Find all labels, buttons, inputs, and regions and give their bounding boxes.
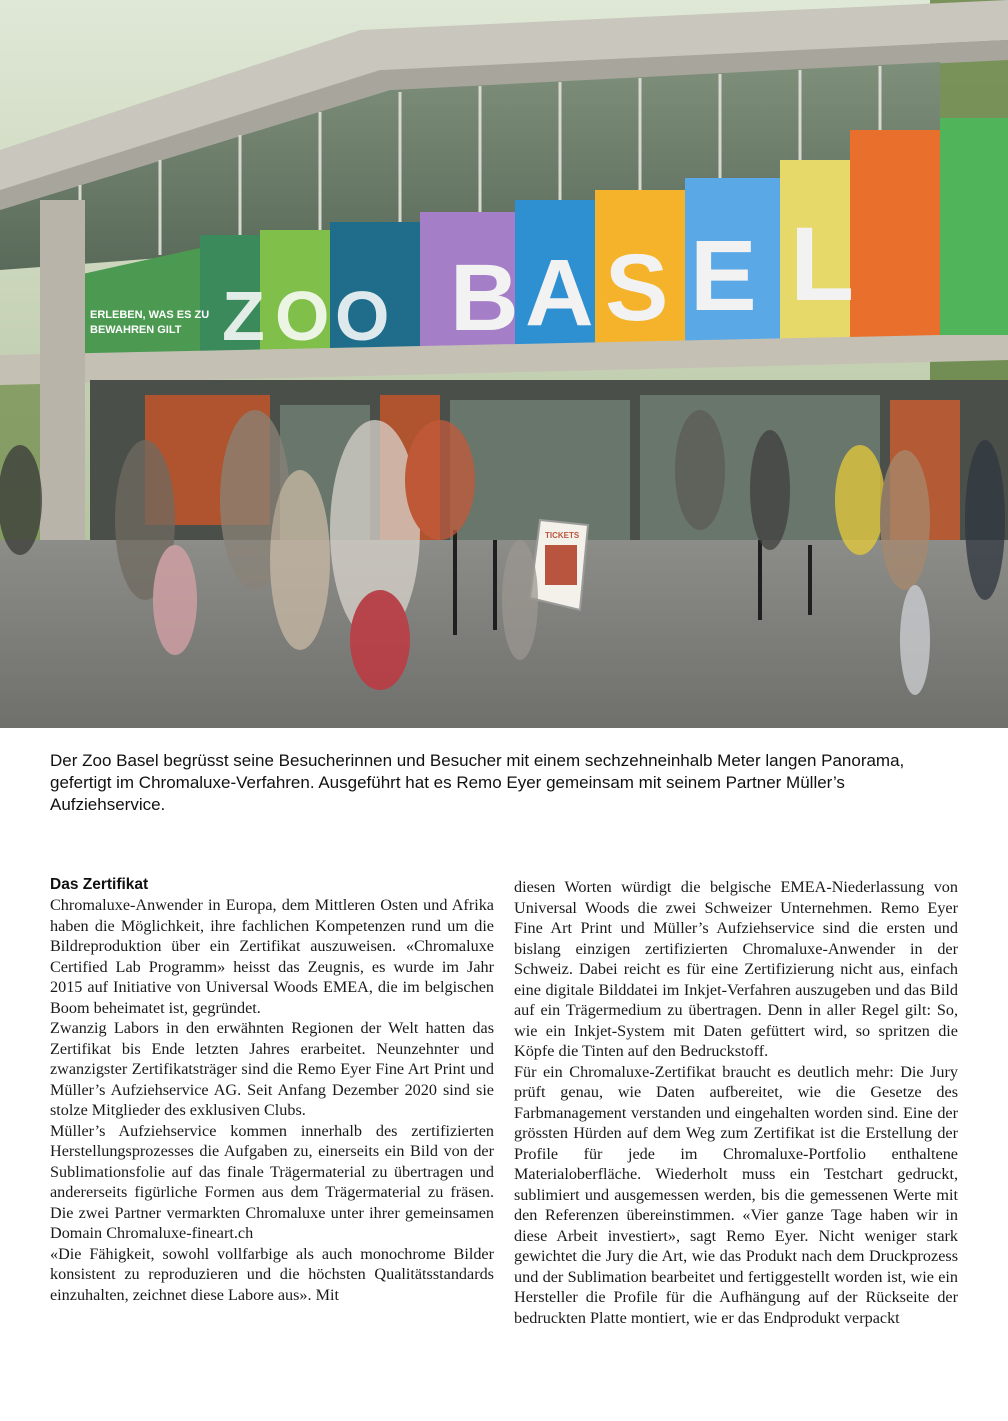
banner-letter: S	[605, 235, 669, 341]
article-paragraph: Zwanzig Labors in den erwähnten Regionen der Welt hatten das Zertifikat bis Ende letzten Jahres erarbeitet. Neunzehnter und zwanzigster Zertifikatsträger sind die Remo Eyer Fine Art Print und Müller’s Aufziehservice AG. Seit Anfang Dezember 2020 sind sie stolze Mitglieder des exklusiven Clubs.	[50, 1019, 494, 1119]
banner-letter: O	[275, 277, 330, 355]
article-paragraph: «Die Fähigkeit, sowohl vollfarbige als auch monochrome Bilder konsistent zu reproduzieren und die höchsten Qualitätsstandards einzuhalten, zeichnet diese Labore aus». Mit	[50, 1244, 494, 1304]
banner-slogan: ERLEBEN, WAS ES ZU	[90, 309, 210, 321]
article-column-right	[514, 877, 958, 1328]
banner-letter: A	[525, 240, 594, 346]
banner-letter: L	[790, 206, 855, 323]
ticket-sign-text: TICKETS	[545, 531, 580, 540]
ticket-sign	[530, 520, 588, 610]
section-heading: Das Zertifikat	[50, 876, 149, 893]
banner-letter: E	[690, 220, 757, 332]
article-paragraph: diesen Worten würdigt die belgische EMEA-Niederlassung von Universal Woods die zwei Schweizer Unternehmen. Remo Eyer Fine Art Print und Müller’s Aufziehservice sind die ersten und bislang einzigen zertifizierten Chromaluxe-Anwender in der Schweiz. Dabei reicht es für eine Zertifizierung nicht aus, einfach eine digitale Bilddatei im Inkjet-Verfahren auszugeben und das Bild auf ein Trägermedium zu übertragen. Denn in aller Regel gilt: So, wie ein Inkjet-System mit Daten gefüttert wird, so spritzen die Köpfe die Tinten auf den Bedruckstoff.	[514, 878, 958, 1060]
banner-letter: Z	[222, 277, 265, 355]
banner-slogan: BEWAHREN GILT	[90, 324, 182, 336]
article-column-left	[50, 875, 494, 1305]
banner-letter: O	[335, 277, 390, 355]
banner-letter: B	[450, 245, 519, 351]
article-paragraph: Chromaluxe-Anwender in Europa, dem Mittleren Osten und Afrika haben die Möglichkeit, ihre fachlichen Kompetenzen rund um die Bildreproduktion über ein Zertifikat auszuweisen. «Chromaluxe Certified Lab Programm» heisst das Zeugnis, es wurde im Jahr 2015 auf Initiative von Universal Woods EMEA, die im belgischen Boom beheimatet ist, gegründet.	[50, 896, 494, 1017]
photo-caption: Der Zoo Basel begrüsst seine Besucherinnen und Besucher mit einem sechzehneinhalb Meter langen Panorama, gefertigt im Chromaluxe-Verfahren. Ausgeführt hat es Remo Eyer gemeinsam mit seinem Partner Müller’s Aufziehservice.	[50, 751, 905, 814]
article-paragraph: Müller’s Aufziehservice kommen innerhalb des zertifizierten Herstellungsprozesses die Aufgaben zu, einerseits ein Bild von der Sublimationsfolie auf das finale Trägermaterial zu übertragen und andererseits figürliche Formen aus dem Trägermaterial zu fräsen. Die zwei Partner vermarkten Chromaluxe unter ihrer gemeinsamen Domain Chromaluxe-fineart.ch	[50, 1121, 494, 1242]
article-paragraph: Für ein Chromaluxe-Zertifikat braucht es deutlich mehr: Die Jury prüft genau, wie Daten aufbereitet, wie die Gesetze des Farbmanagement verstanden und eingehalten worden sind. Eine der grössten Hürden auf dem Weg zum Zertifikat ist die Erstellung der Profile für jede im Chromaluxe-Portfolio enthaltene Materialoberfläche. Wiederholt muss ein Testchart gedruckt, sublimiert und ausgemessen werden, bis die gemessenen Werte mit den Referenzen übereinstimmen. «Vier ganze Tage haben wir in diese Arbeit investiert», sagt Remo Eyer. Nicht weniger stark gewichtet die Jury die Art, wie das Produkt nach dem Druckprozess und der Sublimation bearbeitet und fertiggestellt worden ist, wie ein Hersteller die Profile für die Aufhängung auf der Rückseite der bedruckten Platte montiert, wie er das Endprodukt verpackt	[514, 1062, 958, 1327]
